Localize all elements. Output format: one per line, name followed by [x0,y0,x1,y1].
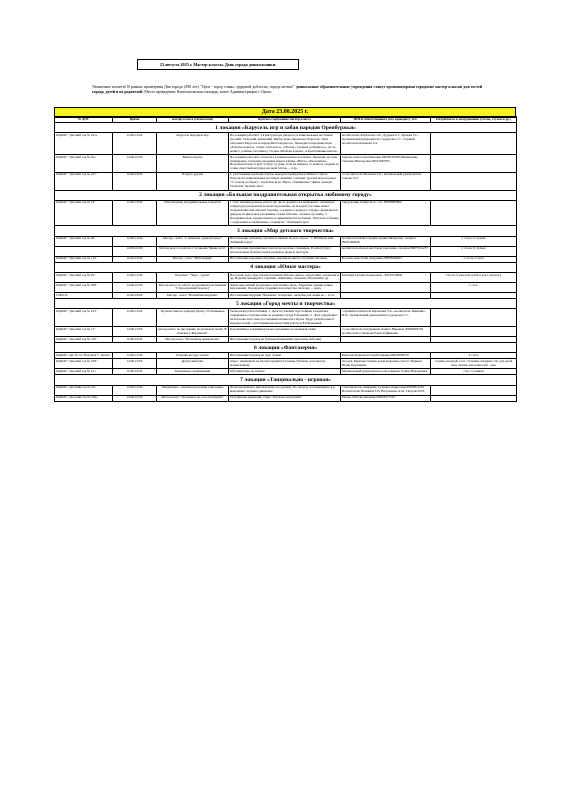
table-row [55,282,517,292]
responsible-cell: муз.рук. Баранова Ульяна Александровна,ст.восп. Маркова Юлия Георгиевна [341,359,431,369]
dou-cell: МДОАУ «Детский сад № 166» [55,395,113,401]
equipment-cell [431,327,517,337]
content-cell: Изготовление праздничных браслетов, колечек, сувениров. В работе будут использованы бусины разных размеров, форм и текстуры. [229,246,341,256]
responsible-cell: ст. воспитатель Голувенкова Лариса Юрьевна, 89068309794 воспитатель Степанова Елена Рафиковна [341,327,431,337]
section-row [55,343,517,353]
master-class-cell: Поделки с "Чудо - чудом" [157,272,229,282]
section-row [55,299,517,309]
dou-cell: МДОАУ "Детский сад № 62» [55,155,113,173]
equipment-cell: Стол и стулья для детей и для 1 педагога [431,272,517,282]
dou-cell: СОШ 52 [55,292,113,298]
dou-cell: МДОАУ «Детский сад № 47» [55,385,113,395]
time-cell: 16:00-18:00 [113,292,157,298]
dou-cell: МДОАУ "Детский сад № 71" [55,327,113,337]
master-class-cell: В кругу друзей [157,172,229,190]
master-class-cell: Мастер - класс "Нитеграфия" [157,256,229,262]
content-cell: Лепка персонажей воздушного пластилина. Цель: Закрепить умения лепить персонажей. Поддержать традиции волонтерства свободно ... дома. [229,282,341,292]
responsible-cell: заведующий Ганина В.А.; тел. 89058983864 [341,200,431,226]
responsible-cell: Козлова Анастасия Андреевна 89083638823 [341,256,431,262]
master-class-cell: Путешествие по родному Орску с Робомышью [157,309,229,327]
content-cell: Изготовление магнитов, брелков и значков из дело отреза " С Юбилеем мой любимый город" [229,236,341,246]
dou-cell: МДОАУ «ДС № 16 "Петушок" г. Орска" [55,353,113,359]
dou-cell: МДОАУ "Детский сад № 92" [55,272,113,282]
date-banner: Дата 23.08.2025 г. [54,107,516,118]
equipment-cell: стол ,5 гашики [431,369,517,375]
table-row [55,309,517,327]
master-class-cell: Вышла игрить [157,155,229,173]
section-row [55,226,517,236]
time-cell: 14:00-16:00 [113,155,157,173]
master-class-cell: Мастер класс "Петанецеч на соло платформе" [157,395,229,401]
content-cell: На основе чудо-чуда для изготовления бабочек, цветы, самолетики, человечки и др. Изделия декорируют стразами, пайетками, глазками, бабочками и др. [230,272,339,281]
equipment-cell: 2 стола, 6 стульев [431,236,517,246]
table-row [55,246,517,256]
content-cell: На локации работают 3-4 инструктора (педагога в национальных костюмах: русский, татарский, казахский). Выбор игры определяет Карусель. Дети запускают Карусель и определяют народность. Проводятся народные игры «Золотые ворота», «Гори, гори ясно!», «Платок с узелком («Орамал»)», «Есть кошк?» («Тимак тастамак»), Уголки «Шайтан алдым», «Перетягивание каната» [229,133,341,155]
equipment-cell [431,395,517,401]
time-cell: 16:00-18:00 [113,172,157,190]
dou-cell: МДОАУ "Детский сад № 169" [55,337,113,343]
dou-cell: МДОАУ "Детский сад № 223" [55,309,113,327]
time-cell: 12:00-18:00 [113,200,157,226]
content-cell: Изготовление поделок из бумажной прищепки (цветочки, бабочки) [229,337,341,343]
responsible-cell [341,282,431,292]
table-row [55,200,517,226]
equipment-cell: 2 стола 2 стула [431,256,517,262]
time-cell: 14:00-16:00 [113,246,157,256]
master-class-cell: Карусель народных игр [157,133,229,155]
col-header-equipment: Потребность в оборудовании (столы, стулья и др.) [431,117,517,123]
time-cell: 12:00-14:00 [113,353,157,359]
section-row [55,262,517,272]
responsible-cell: Музыкальный руководитель Севостьянова Галина Викторовна. [341,369,431,375]
intro-location-text: Место проведения: Комсомольская площадь, возле Администрации г. Орска. [143,90,272,95]
equipment-cell: стоишк складной стол, ступенки складные: бег для детей своя, значки для родителей - дом. [431,359,517,369]
equipment-cell [431,309,517,327]
master-class-cell: Мастер - класс "С юбилеем, родной город!" [157,236,229,246]
section-title: 5 локация «Город мечты и творчества» [55,299,517,309]
intro-bold-text: дошкольные образовательные учреждения станут организаторами городских мастер-классов для гостей города, детей и их родителей. [92,85,482,95]
equipment-cell: 2 стола [431,353,517,359]
time-cell: 14:00-16:00 [113,282,157,292]
dou-cell: МДОАУ "Детский сад № 167" [55,172,113,190]
content-cell: Технология робототехники. 1. Дети составляют простейшие алгоритмы, отправляясь в путешествие по родному городу Робомышь. 2. Дети определяют на карточке-лото свои достопримечательности г.Орска. Будут разработаны 8 игровых полей с достопримечательностями (Орска и 8 Робомышей. [229,309,341,327]
table-row [55,272,517,282]
intro-text: Уважаемые коллеги! В рамках проведения Дня города (290 лет) "Орск - город славы, трудовой доблести, города мечты!" [92,85,297,89]
section-title: 3 локация «Мир детского творчества» [55,226,517,236]
dou-cell: МДОАУ "Детский сад № 208" [55,282,113,292]
document-title: 23 августа 2025 г. Мастер-классы. День города дошкольники. [137,59,299,70]
content-cell: На локации работают 3 педагога в национальных костюмах. Проводят русские, башкирские, татарские народные игры в забавы «Юрта», «Белолымак» Игрушки встанут в круг и будут за руки, если их меньше, то ровно и сходили за точны сверстной игрушке носовой платок ... и др. [230,154,339,171]
responsible-cell: старший воспитатель Карпанова Т.А., воспитатель Шмарина Н.П., музыкальный руководитель Суддерова С.С. [341,309,431,327]
responsible-cell: Бехтиева Татьяна Алексеевна - 89225540096 [341,272,431,282]
content-cell: 1 этап: индивидуальная работа (по листе формата А4 выбранного объемным серцем (при раскрытии получается ромашка, на которой участник может поздравление или обводит ладошку, создавая в сердце) 2. Сердце оформляются декором из цветочков (снежинки, гальки бабочки, страниц, пуговиц). 3. Поздравительно-прорисованное и приклеивается на баннер. Получается баннер с сердечками и смайликами, с надписью "Любимый Орск" [230,200,339,224]
time-cell: 16:00-18:00 [113,256,157,262]
responsible-cell: воспитатель Белоусова Елена Сергеевна. телефон 89877014257 [341,246,431,256]
equipment-cell: 1 стол. [431,282,517,292]
col-header-master-class: мастер-класса (технология) [157,117,229,123]
col-header-responsible: Ф.И.О ответственного (кто проводит), тел. [341,117,431,123]
time-cell: 16:00-18:00 [113,337,157,343]
equipment-cell [431,155,517,173]
dou-cell: МДОАУ "Детский сад № 19" [55,200,113,226]
section-row [55,375,517,385]
time-cell: 16:00-18:00 [113,369,157,375]
content-cell: игры с дирижёром на муз инструментах (ложки, бубенцы, кастаньеты, колокольчики) [229,359,341,369]
master-class-cell: Танцевально - игровая программа «Овсоадка» [157,385,229,395]
dou-cell [55,246,113,256]
section-title: 6 локация «Фантазерия» [55,343,517,353]
master-class-cell: Изготовление поздравительной открытки [157,200,229,226]
table-row [55,172,517,190]
responsible-cell: воспитатели: Кабдалова С.К., Дурдева Е.Г., Ершова Т.С., музыкальный руководитель Суддерова С.С., старший воспитатель Баранова Т.А. [341,133,431,155]
content-cell: Разучивание движений, танца "Хорошее настроение" [229,395,341,401]
equipment-cell: 2 стола, 8 стульев [431,246,517,256]
table-row [55,359,517,369]
table-row [55,236,517,246]
content-cell: Обучение игре на ложках. [229,369,341,375]
table-row [55,155,517,173]
responsible-cell: ст.воспитатель Анищенко Гульнара Идрисовна 89058312261 Воспитатели: Валявина Т.В.,Нагуманова А.М., Петрова Н.П. [341,385,431,395]
equipment-cell [431,133,517,155]
content-cell: С участниками проводятся игры народов Оренбуржья и Южного Урала. Педагоги в национальных костюмах знакомят с играми: русская игра-хоровод "У ча волк по берегу", казахская игра "Юрта", башкирская "Дикие лошади", татарская "Хромая лиса" [229,172,341,190]
equipment-cell [431,200,517,226]
table-row [55,385,517,395]
master-class-cell: Мастер-класс "Волшебная прищепочка" [157,337,229,343]
intro-paragraph [92,85,482,95]
section-row [55,190,517,200]
table-row [55,327,517,337]
content-cell: Коллективное и индивидуальное рисование на шелковой ткани [229,327,341,337]
master-class-cell: Мастер - класс "Волшебная игрушка" [157,292,229,298]
dou-cell: МДОАУ "Детский сад № 108" [55,359,113,369]
table-row [55,133,517,155]
master-class-cell: Мастер-класс по работе воздушным пластилином "Старооренский хоровод" [157,282,229,292]
dou-cell: МДОАУ "Детский сад № 221» [55,133,113,155]
section-title: 4 локация «Юные мастера» [55,262,517,272]
time-cell: 12:00-14:00 [113,385,157,395]
table-row [55,395,517,401]
dou-cell: МДОАУ "Детский сад № 12 г [55,369,113,375]
col-header-time: Время [113,117,157,123]
responsible-cell: Рябова Любовь Ивановна 89058177553 [341,395,431,401]
responsible-cell: Ершова Анастасия Павловна 89058136768 Нижниченко Светлана Викторовна 89501083795 [341,155,431,173]
responsible-cell: Кенесова Карылган Сагыбалдиевна 89033698750 [341,353,431,359]
time-cell: 14:00-16:00 [113,395,157,401]
time-cell: 12:00-14:00 [113,309,157,327]
section-title: 2 локация «Большая поздравительная открытка любимому городу» [55,190,517,200]
time-cell: 12:00-14:00 [113,236,157,246]
master-class-cell: мастер-класс по рисованию на шелковой ткани "В поисках у-Бук цветов" [158,326,227,335]
dou-cell: МДОАУ "Детский сад № 115" [55,256,113,262]
col-header-content: Краткое содержание мастер-класса [229,117,341,123]
equipment-cell [431,172,517,190]
master-class-cell: Командные соревнования [157,369,229,375]
time-cell: 12:00-14:00 [113,133,157,155]
master-class-cell: Мастер класс по работе с бусинами "Яркие лето" [157,246,229,256]
time-cell: 12:00-14:00 [113,272,157,282]
section-title: 1 локация «Карусель игр и забав народов Оренбуржья» [55,123,517,133]
col-header-dou: № ДОУ [55,117,113,123]
content-cell: Изготовление народных игрушек, изделия из ниток, обучения плетение [229,256,341,262]
master-class-cell: Дружеский бант [157,359,229,369]
content-cell: Изготовление поделок из чудо чулков [229,353,341,359]
section-title: 7 локация «Танцевально - игровая» [55,375,517,385]
equipment-cell [431,385,517,395]
content-cell: Дети передвигают цветной шнур под музыку. По сигналу останавливаются и выполняют заданное движение. [229,385,341,395]
master-class-cell: Поделки из чудо чулков [157,353,229,359]
schedule-body [55,123,517,402]
time-cell: 14:00-16:00 [113,327,157,337]
dou-cell: МДОАУ "Детский сад № 46" [55,236,113,246]
responsible-cell: ст. воспитатель Васькова Е.Е., музыкальный руководитель Санова Л.Л. [341,172,431,190]
section-row [55,123,517,133]
schedule-table [54,116,517,402]
content-cell: Изготовление игрушки "Бильбоке" и палочки - мелочки для лепки на ... и т.п. [229,292,341,298]
responsible-cell: воспитатель Байгалчурина Дания Низаровна, телефон 89225499049 [341,236,431,246]
time-cell: 14:00-16:00 [113,359,157,369]
